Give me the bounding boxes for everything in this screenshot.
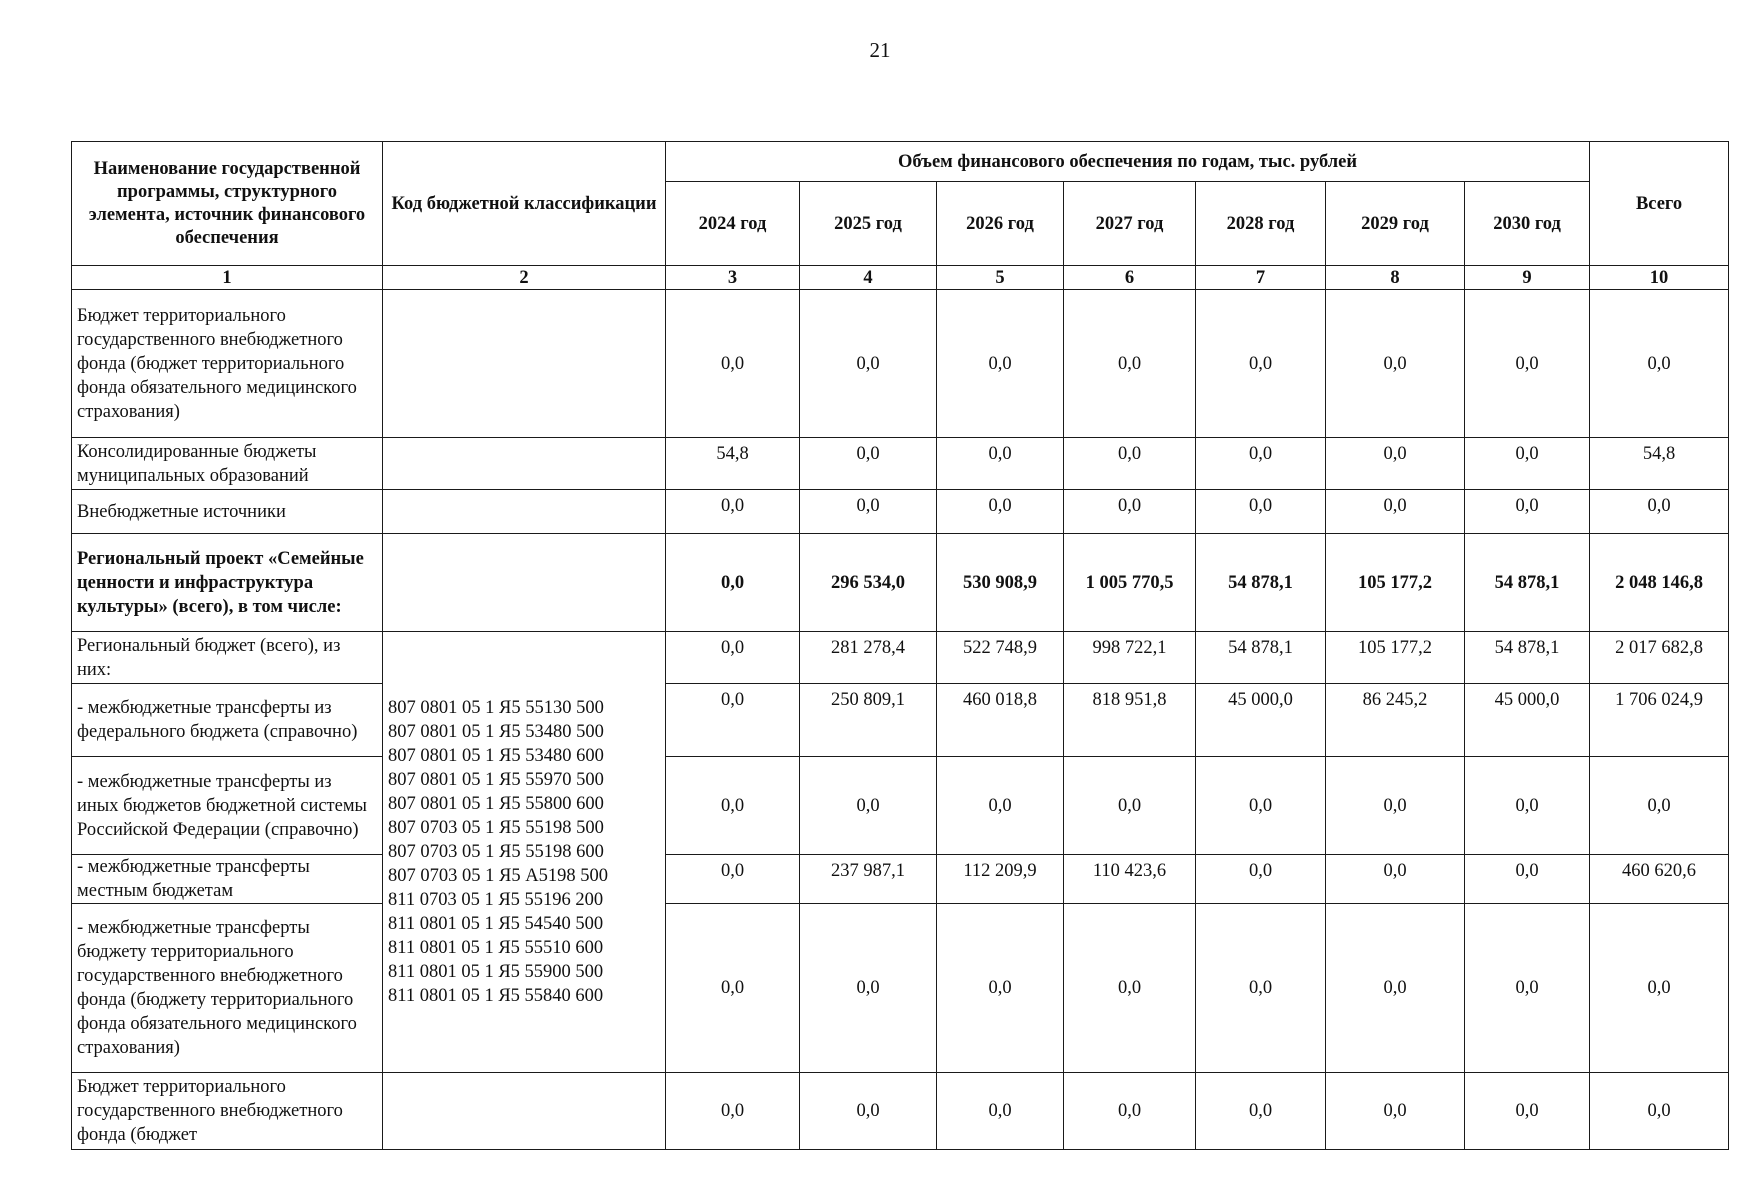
value-cell: 0,0 [1326, 1073, 1465, 1150]
total-cell: 0,0 [1590, 904, 1729, 1073]
value-cell: 0,0 [1064, 1073, 1196, 1150]
row-name: Бюджет территориального государственного внебюджетного фонда (бюджет территориального фонда обязательного медицинского страхования) [72, 290, 383, 438]
value-cell: 0,0 [800, 490, 937, 534]
value-cell: 0,0 [666, 1073, 800, 1150]
value-cell: 0,0 [800, 290, 937, 438]
column-number: 1 [72, 266, 383, 290]
value-cell: 0,0 [666, 684, 800, 757]
budget-code: 807 0703 05 1 Я5 55198 600 [388, 842, 604, 862]
column-number: 6 [1064, 266, 1196, 290]
table-row [72, 438, 1729, 490]
value-cell: 0,0 [1064, 904, 1196, 1073]
value-cell: 0,0 [937, 757, 1064, 855]
value-cell: 0,0 [1196, 904, 1326, 1073]
budget-code: 807 0801 05 1 Я5 55800 600 [388, 794, 604, 814]
budget-table [71, 141, 1729, 1150]
total-cell: 0,0 [1590, 290, 1729, 438]
column-number: 9 [1465, 266, 1590, 290]
value-cell: 0,0 [1465, 855, 1590, 904]
table-row [72, 684, 1729, 757]
value-cell: 0,0 [666, 290, 800, 438]
value-cell: 45 000,0 [1465, 684, 1590, 757]
value-cell: 0,0 [1465, 904, 1590, 1073]
budget-codes-cell [383, 632, 666, 1073]
value-cell: 0,0 [1326, 904, 1465, 1073]
value-cell: 237 987,1 [800, 855, 937, 904]
value-cell: 0,0 [800, 757, 937, 855]
value-cell: 105 177,2 [1326, 632, 1465, 684]
budget-code: 811 0801 05 1 Я5 55900 500 [388, 962, 604, 982]
table-row [72, 904, 1729, 1073]
value-cell: 0,0 [1326, 855, 1465, 904]
row-name: - межбюджетные трансферты бюджету территориального государственного внебюджетного фонда (бюджету территориального фонда обязательного медицинского страхования) [72, 904, 383, 1073]
total-cell: 2 017 682,8 [1590, 632, 1729, 684]
row-code [383, 490, 666, 534]
header-year: 2024 год [666, 182, 800, 266]
total-cell: 2 048 146,8 [1590, 534, 1729, 632]
value-cell: 54,8 [666, 438, 800, 490]
budget-code: 807 0703 05 1 Я5 55198 500 [388, 818, 604, 838]
value-cell: 0,0 [937, 290, 1064, 438]
row-name: Бюджет территориального государственного внебюджетного фонда (бюджет [72, 1073, 383, 1150]
column-number: 8 [1326, 266, 1465, 290]
total-cell: 460 620,6 [1590, 855, 1729, 904]
header-year: 2028 год [1196, 182, 1326, 266]
column-number: 10 [1590, 266, 1729, 290]
value-cell: 0,0 [1196, 1073, 1326, 1150]
value-cell: 0,0 [1196, 855, 1326, 904]
value-cell: 530 908,9 [937, 534, 1064, 632]
row-name: Внебюджетные источники [72, 490, 383, 534]
value-cell: 0,0 [800, 438, 937, 490]
column-number: 2 [383, 266, 666, 290]
header-year: 2030 год [1465, 182, 1590, 266]
value-cell: 1 005 770,5 [1064, 534, 1196, 632]
budget-code: 811 0801 05 1 Я5 54540 500 [388, 914, 604, 934]
header-code: Код бюджетной классификации [383, 142, 666, 266]
budget-code: 811 0801 05 1 Я5 55840 600 [388, 986, 604, 1006]
value-cell: 0,0 [1196, 290, 1326, 438]
total-cell: 0,0 [1590, 490, 1729, 534]
header-year: 2027 год [1064, 182, 1196, 266]
budget-code: 807 0801 05 1 Я5 55130 500 [388, 698, 604, 718]
value-cell: 250 809,1 [800, 684, 937, 757]
value-cell: 0,0 [937, 904, 1064, 1073]
row-name: Консолидированные бюджеты муниципальных образований [72, 438, 383, 490]
value-cell: 460 018,8 [937, 684, 1064, 757]
total-cell: 54,8 [1590, 438, 1729, 490]
value-cell: 281 278,4 [800, 632, 937, 684]
value-cell: 0,0 [1465, 757, 1590, 855]
total-cell: 1 706 024,9 [1590, 684, 1729, 757]
row-code [383, 438, 666, 490]
budget-code: 807 0801 05 1 Я5 55970 500 [388, 770, 604, 790]
value-cell: 54 878,1 [1196, 632, 1326, 684]
column-number: 7 [1196, 266, 1326, 290]
budget-code: 811 0703 05 1 Я5 55196 200 [388, 890, 604, 910]
value-cell: 105 177,2 [1326, 534, 1465, 632]
row-name: Региональный бюджет (всего), из них: [72, 632, 383, 684]
header-name: Наименование государственной программы, структурного элемента, источник финансового обеспечения [72, 142, 383, 266]
total-cell: 0,0 [1590, 1073, 1729, 1150]
value-cell: 0,0 [1196, 438, 1326, 490]
row-name: Региональный проект «Семейные ценности и инфраструктура культуры» (всего), в том числе: [72, 534, 383, 632]
value-cell: 0,0 [666, 534, 800, 632]
value-cell: 54 878,1 [1465, 534, 1590, 632]
value-cell: 522 748,9 [937, 632, 1064, 684]
value-cell: 0,0 [800, 904, 937, 1073]
value-cell: 818 951,8 [1064, 684, 1196, 757]
row-code [383, 1073, 666, 1150]
table-row [72, 855, 1729, 904]
value-cell: 0,0 [1465, 1073, 1590, 1150]
value-cell: 0,0 [1064, 290, 1196, 438]
row-code [383, 534, 666, 632]
budget-code: 811 0801 05 1 Я5 55510 600 [388, 938, 604, 958]
header-year: 2025 год [800, 182, 937, 266]
table-row [72, 1073, 1729, 1150]
header-total: Всего [1590, 142, 1729, 266]
value-cell: 0,0 [800, 1073, 937, 1150]
value-cell: 110 423,6 [1064, 855, 1196, 904]
value-cell: 0,0 [937, 438, 1064, 490]
value-cell: 45 000,0 [1196, 684, 1326, 757]
value-cell: 0,0 [1326, 757, 1465, 855]
value-cell: 0,0 [1326, 290, 1465, 438]
header-year: 2026 год [937, 182, 1064, 266]
value-cell: 296 534,0 [800, 534, 937, 632]
value-cell: 0,0 [666, 855, 800, 904]
column-number: 5 [937, 266, 1064, 290]
column-number: 3 [666, 266, 800, 290]
value-cell: 0,0 [666, 757, 800, 855]
column-number: 4 [800, 266, 937, 290]
value-cell: 0,0 [937, 490, 1064, 534]
table-row [72, 757, 1729, 855]
table-row [72, 632, 1729, 684]
value-cell: 112 209,9 [937, 855, 1064, 904]
value-cell: 998 722,1 [1064, 632, 1196, 684]
value-cell: 0,0 [1326, 438, 1465, 490]
value-cell: 0,0 [666, 904, 800, 1073]
value-cell: 0,0 [1465, 438, 1590, 490]
budget-code: 807 0703 05 1 Я5 А5198 500 [388, 866, 608, 886]
total-cell: 0,0 [1590, 757, 1729, 855]
value-cell: 54 878,1 [1196, 534, 1326, 632]
budget-code: 807 0801 05 1 Я5 53480 500 [388, 722, 604, 742]
budget-code: 807 0801 05 1 Я5 53480 600 [388, 746, 604, 766]
header-volume: Объем финансового обеспечения по годам, тыс. рублей [666, 142, 1590, 182]
table-row [72, 290, 1729, 438]
value-cell: 0,0 [937, 1073, 1064, 1150]
value-cell: 86 245,2 [1326, 684, 1465, 757]
value-cell: 0,0 [1064, 438, 1196, 490]
value-cell: 0,0 [1465, 290, 1590, 438]
value-cell: 54 878,1 [1465, 632, 1590, 684]
value-cell: 0,0 [1064, 490, 1196, 534]
value-cell: 0,0 [666, 490, 800, 534]
value-cell: 0,0 [1326, 490, 1465, 534]
value-cell: 0,0 [1064, 757, 1196, 855]
row-name: - межбюджетные трансферты из федерального бюджета (справочно) [72, 684, 383, 757]
row-name: - межбюджетные трансферты местным бюджетам [72, 855, 383, 904]
value-cell: 0,0 [1196, 757, 1326, 855]
row-name: - межбюджетные трансферты из иных бюджетов бюджетной системы Российской Федерации (справочно) [72, 757, 383, 855]
table-row [72, 534, 1729, 632]
value-cell: 0,0 [1196, 490, 1326, 534]
value-cell: 0,0 [666, 632, 800, 684]
value-cell: 0,0 [1465, 490, 1590, 534]
header-year: 2029 год [1326, 182, 1465, 266]
table-row [72, 490, 1729, 534]
page-number: 21 [869, 38, 891, 62]
row-code [383, 290, 666, 438]
